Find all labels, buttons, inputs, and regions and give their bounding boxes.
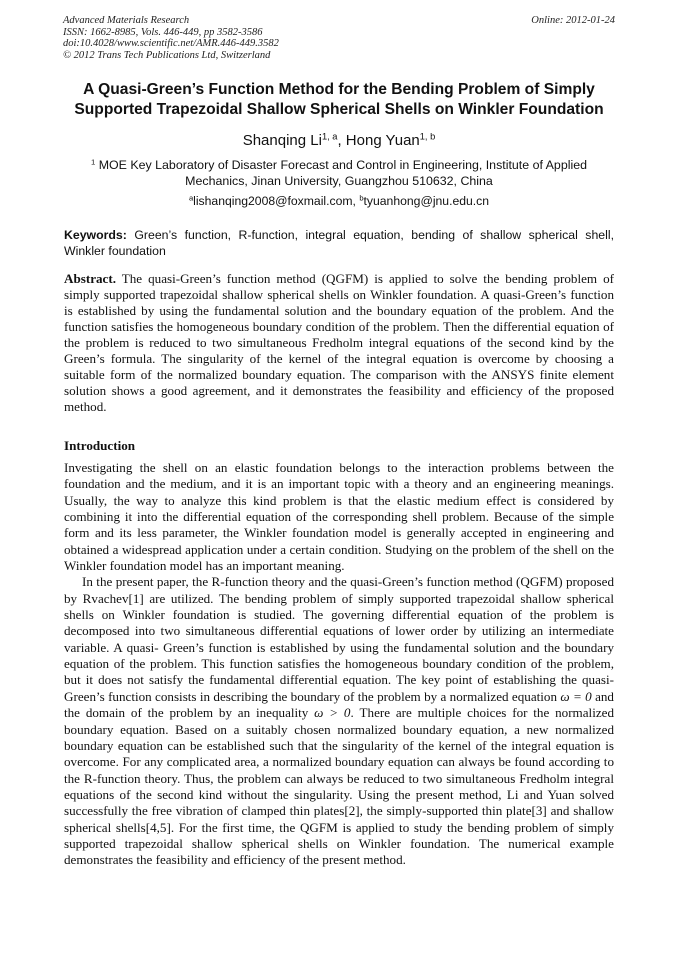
- email-link[interactable]: lishanqing2008@foxmail.com: [193, 194, 353, 208]
- author-line: [0, 132, 678, 150]
- keywords: [64, 227, 614, 259]
- abstract-text: The quasi-Green’s function method (QGFM) is applied to solve the bending problem of simply supported trapezoidal shallow spherical shells on Winkler foundation. A quasi-Green’s function is established by using the fundamental solution and the boundary equation of the problem. And the function satisfies the homogeneous boundary condition of the problem. Then the differential equation of the problem is reduced to two simultaneous Fredholm integral equations of the second kind by the Green’s formula. The singularity of the kernel of the integral equation is overcome by choosing a suitable form of the normalized boundary equation. The comparison with the ANSYS finite element solution shows a good agreement, and it demonstrates the feasibility and efficiency of the proposed method.: [64, 271, 614, 414]
- email-marker: a: [188, 193, 194, 203]
- journal-copyright: © 2012 Trans Tech Publications Ltd, Switzerland: [63, 49, 271, 61]
- paragraph-text: and the domain of the problem by an inequality: [64, 688, 614, 721]
- paragraph-text: In the present paper, the R-function theory and the quasi-Green’s function method (QGFM) proposed by Rvachev[1] are utilized. The bending problem of simply supported trapezoidal shallow spherical shells on Winkler foundation is studied. The governing differential equation of the problem is decomposed into two simultaneous differential equations of lower order by utilizing an intermediate variable. A quasi- Green’s function is established by using the fundamental solution and the boundary equation of the problem. This function satisfies the homogeneous boundary condition of the problem, but it does not satisfy the fundamental differential equation. The key point of establishing the quasi-Green’s function consists in describing the boundary of the problem by a normalized equation: [64, 574, 614, 704]
- author-affiliation-marker: 1, a: [321, 131, 338, 142]
- keywords-label: Keywords:: [64, 228, 127, 242]
- affiliation-text: MOE Key Laboratory of Disaster Forecast and Control in Engineering, Institute of Applied Mechanics, Jinan University, Guangzhou 510632, China: [95, 158, 588, 188]
- affiliation-marker: 1: [90, 157, 96, 167]
- abstract-label: Abstract.: [64, 271, 116, 286]
- paragraph: Investigating the shell on an elastic foundation belongs to the interaction problems between the foundation and the medium, and it is an important topic with a theory and an engineering meanings. Usually, the way to analyze this kind problem is that the elastic medium effect is considered by combining it into the differential equation of the corresponding shell problem. Because of the simple form and its less parameter, the Winkler foundation model is generally accepted in engineering and obtained a widespread application under a certain condition. Studying on the problem of the shell on the Winkler foundation model has an important meaning.: [64, 460, 614, 574]
- paper-title: A Quasi-Green’s Function Method for the Bending Problem of Simply Supported Trapezoidal Shallow Spherical Shells on Winkler Foundation: [74, 81, 604, 118]
- paragraph-text: . There are multiple choices for the normalized boundary equation. Based on a suitably chosen normalized boundary equation, a new normalized boundary equation can be established such that the singularity of the kernel of the integral equation is overcome. For any complicated area, a normalized boundary equation can always be found according to the R-function theory. Thus, the problem can always be reduced to two simultaneous Fredholm integral equations of the second kind without the singularity. Using the present method, Li and Yuan solved successfully the free vibration of clamped thin plates[2], the simply-supported thin plate[3] and shallow spherical shells[4,5]. For the first time, the QGFM is applied to study the bending problem of simply supported trapezoidal shallow spherical shells on Winkler foundation. The numerical example demonstrates the feasibility and efficiency of the present method.: [64, 705, 615, 868]
- author-affiliation-marker: 1, b: [419, 131, 436, 142]
- math-expression: ω > 0: [314, 705, 351, 721]
- author-separator: ,: [337, 132, 346, 149]
- author-name: Hong Yuan: [345, 132, 420, 149]
- affiliation: [60, 157, 618, 189]
- journal-header: [63, 15, 615, 61]
- math-expression: ω = 0: [560, 688, 592, 704]
- section-heading-introduction: Introduction: [64, 438, 136, 453]
- journal-issn: ISSN: 1662-8985, Vols. 446-449, pp 3582-3586: [63, 26, 263, 38]
- author-emails: [0, 194, 678, 208]
- email-link[interactable]: tyuanhong@jnu.edu.cn: [363, 194, 490, 208]
- keywords-text: Green’s function, R-function, integral equation, bending of shallow spherical shell, Winkler foundation: [64, 228, 614, 258]
- abstract: [64, 271, 614, 415]
- journal-name: Advanced Materials Research: [63, 15, 190, 26]
- journal-doi: doi:10.4028/www.scientific.net/AMR.446-449.3582: [63, 38, 279, 49]
- online-date: Online: 2012-01-24: [531, 15, 615, 26]
- author-name: Shanqing Li: [242, 132, 322, 149]
- email-marker: b: [359, 193, 364, 203]
- paragraph: [64, 574, 614, 868]
- introduction-body: [64, 460, 614, 869]
- email-separator: ,: [352, 194, 360, 208]
